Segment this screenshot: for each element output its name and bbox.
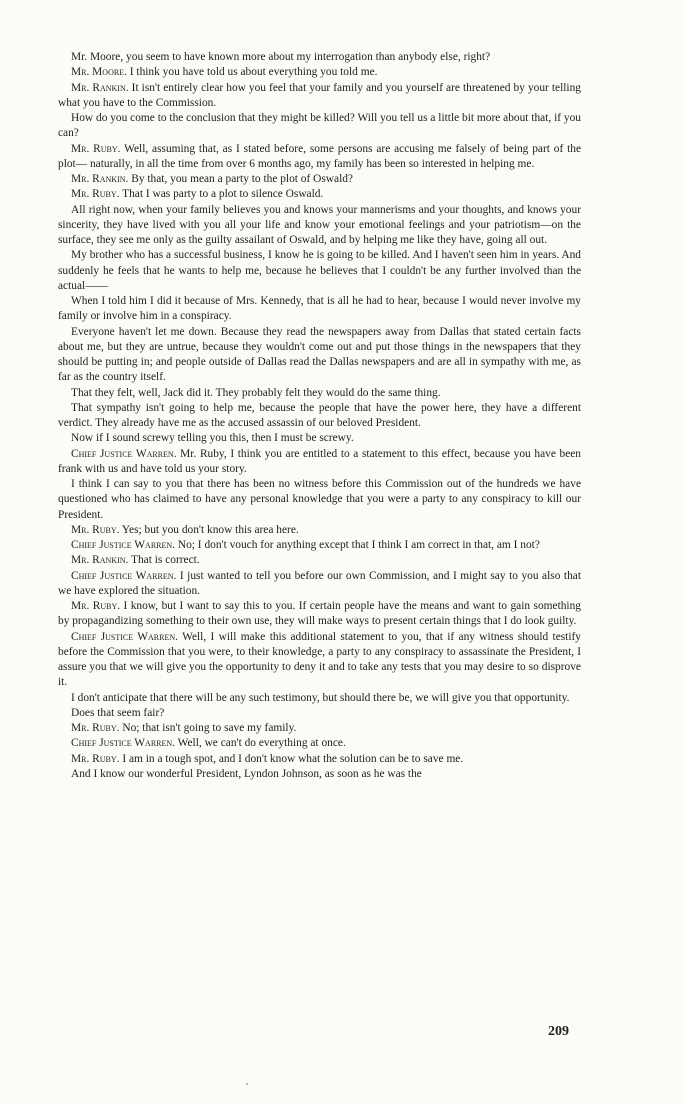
speaker-name: Chief Justice Warren. [71, 447, 177, 460]
paragraph-text: And I know our wonderful President, Lyndon Johnson, as soon as he was the [71, 767, 422, 780]
paragraph [58, 630, 581, 691]
paragraph-text: I think you have told us about everything you told me. [126, 66, 378, 79]
paragraph-text: It isn't entirely clear how you feel that your family and you yourself are threatened by your telling what you have to the Commission. [58, 81, 581, 109]
speaker-name: Chief Justice Warren. [71, 737, 176, 750]
paragraph [58, 142, 581, 173]
paragraph [58, 721, 581, 736]
paragraph [58, 431, 581, 446]
paragraph-text: I know, but I want to say this to you. If certain people have the means and want to gain something by propagandizing something to their own use, they will make ways to present certain things that I do look guilty. [58, 600, 581, 628]
paragraph-text: Now if I sound screwy telling you this, then I must be screwy. [71, 432, 354, 445]
paragraph-text: By that, you mean a party to the plot of Oswald? [128, 173, 353, 185]
paragraph-text: I am in a tough spot, and I don't know what the solution can be to save me. [119, 752, 464, 765]
paragraph-text: When I told him I did it because of Mrs. Kennedy, that is all he had to hear, because I would never involve my family or involve him in a conspiracy. [58, 295, 581, 323]
paragraph [58, 752, 581, 767]
paragraph-text: Well, assuming that, as I stated before, some persons are accusing me falsely of being part of the plot— naturally, in all the time from over 6 months ago, my family has been so interested in helping me. [58, 142, 582, 170]
paragraph-text: All right now, when your family believes you and knows your mannerisms and your thoughts, and knows your sincerity, they have lived with you all your life and know your emotional feelings and your patriotism—on the surface, they see me only as the guilty assailant of Oswald, and by helping me like they have, going all out. [58, 203, 581, 246]
paragraph-text: That sympathy isn't going to help me, because the people that have the power here, they have a different verdict. They already have me as the accused assassin of our beloved President. [58, 401, 581, 429]
speaker-name: Chief Justice Warren. [71, 630, 178, 643]
paragraph-text: I just wanted to tell you before our own Commission, and I might say to you also that we have explored the situation. [58, 569, 581, 597]
paragraph [58, 50, 581, 65]
paragraph [58, 172, 581, 187]
paragraph [58, 386, 581, 401]
paragraph [58, 248, 581, 294]
paragraph [58, 111, 581, 142]
paragraph [58, 477, 581, 523]
paragraph [58, 325, 581, 386]
paragraph [58, 736, 581, 751]
paragraph [58, 599, 581, 630]
speaker-name: Mr. Moore. [71, 66, 127, 79]
paragraph-text: My brother who has a successful business, I know he is going to be killed. And I haven't seen him in years. And suddenly he feels that he wants to help me, because he believes that I couldn't be any further involved than the actual—— [58, 249, 581, 292]
paragraph-text: Everyone haven't let me down. Because they read the newspapers away from Dallas that stated certain facts about me, but they are untrue, because they wouldn't come out and put those things in the newspapers that they should be putting in; and people outside of Dallas read the Dallas newspapers and are all in sympathy with me, as far as the country itself. [58, 325, 581, 384]
paragraph [58, 401, 581, 432]
paragraph [58, 523, 581, 538]
paragraph [58, 767, 581, 782]
paragraph-text: Well, we can't do everything at once. [175, 737, 346, 750]
speaker-name: Mr. Ruby. [71, 142, 121, 155]
paragraph-text: Mr. Ruby, I think you are entitled to a statement to this effect, because you have been frank with us and have told us your story. [58, 447, 581, 475]
paragraph [58, 294, 581, 325]
paragraph [58, 81, 581, 112]
speaker-name: Mr. Rankin. [71, 554, 129, 567]
paragraph [58, 187, 581, 202]
speaker-name: Mr. Rankin. [71, 173, 129, 185]
paragraph-text: Mr. Moore, you seem to have known more about my interrogation than anybody else, right? [71, 51, 491, 63]
paragraph [58, 569, 581, 600]
speaker-name: Mr. Ruby. [71, 188, 120, 201]
paragraph [58, 706, 581, 721]
speaker-name: Mr. Ruby. [71, 752, 120, 765]
speaker-name: Chief Justice Warren. [71, 539, 176, 551]
paragraph-text: That I was party to a plot to silence Oswald. [119, 188, 324, 201]
paragraph-text: I don't anticipate that there will be any such testimony, but should there be, we will give you that opportunity. [71, 691, 570, 704]
paragraph-text: How do you come to the conclusion that they might be killed? Will you tell us a little bit more about that, if you can? [58, 112, 581, 140]
paragraph [58, 203, 581, 249]
paragraph-text: I think I can say to you that there has been no witness before this Commission out of the hundreds we have questioned who has claimed to have any personal knowledge that you were a party to any conspiracy to kill our President. [58, 478, 581, 521]
paragraph-text: Does that seem fair? [71, 706, 165, 719]
paragraph-text: Well, I will make this additional statement to you, that if any witness should testify before the Commission that you were, to their knowledge, a party to any conspiracy to assassinate the President, I assure you that we will give you the opportunity to deny it and to take any tests that you may desire to so disprove it. [58, 630, 581, 689]
paragraph-text: Yes; but you don't know this area here. [119, 523, 299, 536]
speaker-name: Mr. Ruby. [71, 722, 120, 734]
paragraph [58, 538, 581, 553]
paragraph-text: That they felt, well, Jack did it. They probably felt they would do the same thing. [71, 386, 441, 399]
page-number: 209 [548, 1024, 569, 1039]
paragraph [58, 553, 581, 568]
scan-speck [246, 1083, 248, 1085]
paragraph [58, 65, 581, 80]
paragraph-text: That is correct. [128, 554, 200, 567]
paragraph-text: No; I don't vouch for anything except that I think I am correct in that, am I not? [175, 539, 540, 551]
transcript-body [58, 50, 581, 782]
paragraph [58, 691, 581, 706]
speaker-name: Mr. Rankin. [71, 81, 129, 94]
paragraph-text: No; that isn't going to save my family. [119, 722, 297, 734]
speaker-name: Mr. Ruby. [71, 600, 121, 612]
paragraph [58, 447, 581, 478]
speaker-name: Chief Justice Warren. [71, 569, 177, 582]
speaker-name: Mr. Ruby. [71, 523, 120, 536]
